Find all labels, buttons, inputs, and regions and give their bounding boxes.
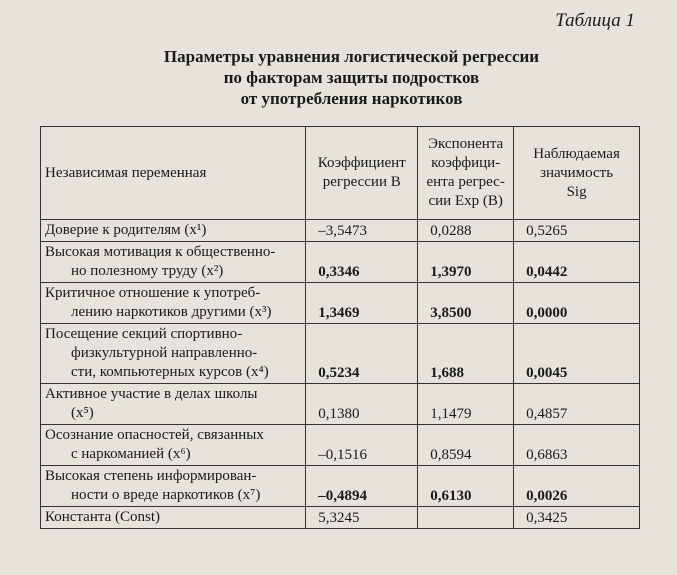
significance-cell: 0,3425 xyxy=(514,507,640,529)
table-number-label: Таблица 1 xyxy=(555,10,635,31)
coefficient-b-cell: 5,3245 xyxy=(306,507,418,529)
significance-cell: 0,0442 xyxy=(514,242,640,283)
significance-cell: 0,0045 xyxy=(514,324,640,384)
variable-name: Высокая степень информирован- ности о вреде наркотиков (x⁷) xyxy=(41,466,306,507)
title-line-2: по факторам защиты подростков xyxy=(223,68,480,87)
exp-b-cell: 1,3970 xyxy=(418,242,514,283)
coefficient-b-cell: 0,1380 xyxy=(306,384,418,425)
table-row xyxy=(41,324,640,384)
table-row xyxy=(41,425,640,466)
table-row xyxy=(41,220,640,242)
significance-cell: 0,0026 xyxy=(514,466,640,507)
coefficient-b-cell: 0,3346 xyxy=(306,242,418,283)
table-row xyxy=(41,242,640,283)
significance-cell: 0,5265 xyxy=(514,220,640,242)
variable-name: Высокая мотивация к общественно- но полезному труду (x²) xyxy=(41,242,306,283)
coefficient-b-cell: 0,5234 xyxy=(306,324,418,384)
exp-b-cell: 0,6130 xyxy=(418,466,514,507)
table-title xyxy=(0,46,677,109)
variable-name: Константа (Const) xyxy=(41,507,306,529)
significance-cell: 0,4857 xyxy=(514,384,640,425)
exp-b-cell: 3,8500 xyxy=(418,283,514,324)
variable-name: Осознание опасностей, связанных с наркоманией (x⁶) xyxy=(41,425,306,466)
significance-cell: 0,0000 xyxy=(514,283,640,324)
header-exponent: Экспонента коэффици- ента регрес- сии Exp (B) xyxy=(418,127,514,220)
variable-name: Активное участие в делах школы (x⁵) xyxy=(41,384,306,425)
header-coefficient: Коэффициент регрессии B xyxy=(306,127,418,220)
coefficient-b-cell: –0,4894 xyxy=(306,466,418,507)
table-row xyxy=(41,384,640,425)
header-significance: Наблюдаемая значимость Sig xyxy=(514,127,640,220)
title-line-1: Параметры уравнения логистической регрессии xyxy=(163,47,540,66)
table-row xyxy=(41,507,640,529)
header-row xyxy=(41,127,640,220)
exp-b-cell xyxy=(418,507,514,529)
table-row xyxy=(41,283,640,324)
title-line-3: от употребления наркотиков xyxy=(240,89,463,108)
regression-table xyxy=(40,126,640,529)
variable-name: Посещение секций спортивно- физкультурной направленно-сти, компьютерных курсов (x⁴) xyxy=(41,324,306,384)
exp-b-cell: 1,688 xyxy=(418,324,514,384)
exp-b-cell: 0,8594 xyxy=(418,425,514,466)
coefficient-b-cell: –3,5473 xyxy=(306,220,418,242)
variable-name: Доверие к родителям (x¹) xyxy=(41,220,306,242)
header-variable: Независимая переменная xyxy=(41,127,306,220)
variable-name: Критичное отношение к употреб- лению наркотиков другими (x³) xyxy=(41,283,306,324)
coefficient-b-cell: –0,1516 xyxy=(306,425,418,466)
table-row xyxy=(41,466,640,507)
significance-cell: 0,6863 xyxy=(514,425,640,466)
exp-b-cell: 0,0288 xyxy=(418,220,514,242)
coefficient-b-cell: 1,3469 xyxy=(306,283,418,324)
exp-b-cell: 1,1479 xyxy=(418,384,514,425)
